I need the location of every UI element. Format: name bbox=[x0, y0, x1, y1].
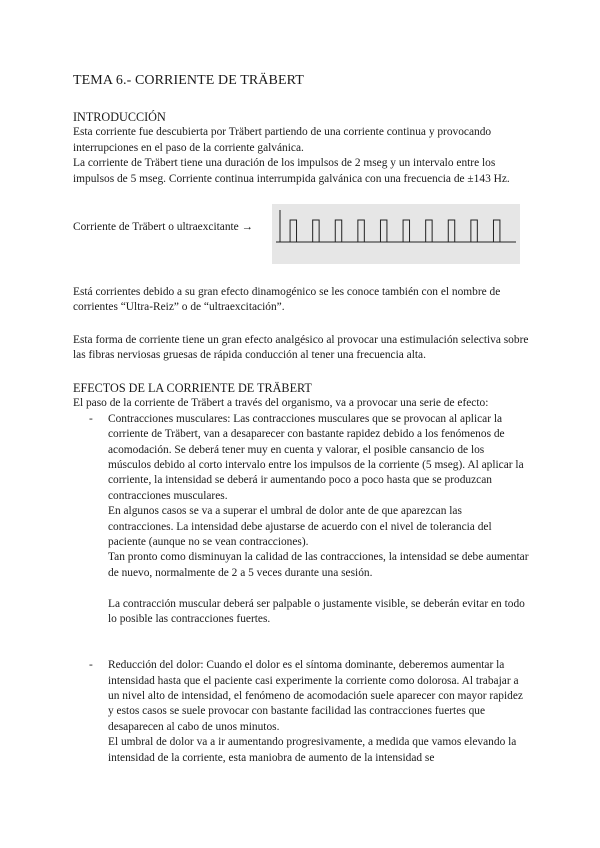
muscle-contractions-text-3: Tan pronto como disminuyan la calidad de las contracciones, la intensidad se debe aumentar de nuevo, normalmente de 2 a 5 veces durante una sesión. bbox=[108, 551, 529, 579]
page-title: TEMA 6.- CORRIENTE DE TRÄBERT bbox=[73, 73, 304, 88]
muscle-contractions-text-2: En algunos casos se va a superar el umbral de dolor ante de que aparezcan las contracciones. La intensidad debe ajustarse de acuerdo con el nivel de tolerancia del paciente (aunque no se vean contracciones). bbox=[108, 505, 492, 549]
effects-list bbox=[73, 412, 529, 766]
pulse bbox=[426, 220, 432, 242]
waveform-box bbox=[272, 204, 520, 264]
muscle-contractions-text: Contracciones musculares: Las contracciones musculares que se provocan al aplicar la corriente de Träbert, van a desaparecer con bastante rapidez debido a los fenómenos de acomodación. Se deberá tener muy en cuenta y valorar, el posible cansancio de los músculos debido al corto intervalo entre los impulsos de la corriente (5 mseg). Al aplicar la corriente, la intensidad se deberá ir aumentando poco a poco hasta que se produzcan contracciones musculares. bbox=[108, 412, 524, 502]
pulse bbox=[358, 220, 364, 242]
intro-paragraph-1: Esta corriente fue descubierta por Träbert partiendo de una corriente continua y provocando interrupciones en el paso de la corriente galvánica. bbox=[73, 126, 492, 154]
pulse bbox=[335, 220, 341, 242]
effects-section bbox=[73, 381, 529, 766]
waveform-label: Corriente de Träbert o ultraexcitante → bbox=[73, 221, 253, 233]
intro-paragraph-2: La corriente de Träbert tiene una duración de los impulsos de 2 mseg y un intervalo entre los impulsos de 5 mseg. Corriente continua interrumpida galvánica con una frecuencia de ±143 Hz. bbox=[73, 157, 510, 185]
effects-heading: EFECTOS DE LA CORRIENTE DE TRÄBERT bbox=[73, 381, 312, 395]
list-bullet: - bbox=[89, 659, 93, 672]
muscle-contractions-text-4: La contracción muscular deberá ser palpable o justamente visible, se deberán evitar en todo lo posible las contracciones fuertes. bbox=[108, 597, 525, 626]
pulse bbox=[493, 220, 499, 242]
analgesic-section bbox=[73, 333, 529, 364]
analgesic-paragraph: Esta forma de corriente tiene un gran efecto analgésico al provocar una estimulación selectiva sobre las fibras nerviosas gruesas de rápida conducción al tener una frecuencia alta. bbox=[73, 334, 529, 362]
pulse bbox=[290, 220, 296, 242]
list-item bbox=[73, 658, 529, 766]
intro-section bbox=[73, 110, 529, 187]
list-item bbox=[73, 412, 529, 658]
pulse-waveform-diagram bbox=[272, 204, 520, 264]
pain-reduction-text-2: El umbral de dolor va a ir aumentando progresivamente, a medida que vamos elevando la intensidad de la corriente, esta maniobra de aumento de la intensidad se bbox=[108, 736, 517, 764]
pulse bbox=[313, 220, 319, 242]
list-bullet: - bbox=[89, 412, 93, 425]
pulse bbox=[380, 220, 386, 242]
pulse-group bbox=[290, 220, 500, 242]
pulse bbox=[403, 220, 409, 242]
pain-reduction-text: Reducción del dolor: Cuando el dolor es el síntoma dominante, deberemos aumentar la intensidad hasta que el paciente casi experimente la corriente como dolorosa. Al trabajar a un nivel alto de intensidad, el fenómeno de acomodación suele aparecer con mayor rapidez y estos casos se suele provocar con bastante facilidad las contracciones fuertes que desaparecen al cabo de unos minutos. bbox=[108, 659, 523, 733]
dinamogenic-section bbox=[73, 285, 529, 316]
effects-intro: El paso de la corriente de Träbert a través del organismo, va a provocar una serie de efecto: bbox=[73, 397, 489, 410]
waveform-figure bbox=[73, 204, 520, 264]
intro-heading: INTRODUCCIÓN bbox=[73, 110, 166, 124]
pulse bbox=[471, 220, 477, 242]
pulse bbox=[448, 220, 454, 242]
dinamogenic-paragraph: Está corrientes debido a su gran efecto dinamogénico se les conoce también con el nombre de corrientes “Ultra-Reiz” o de “ultraexcitación”. bbox=[73, 286, 501, 314]
